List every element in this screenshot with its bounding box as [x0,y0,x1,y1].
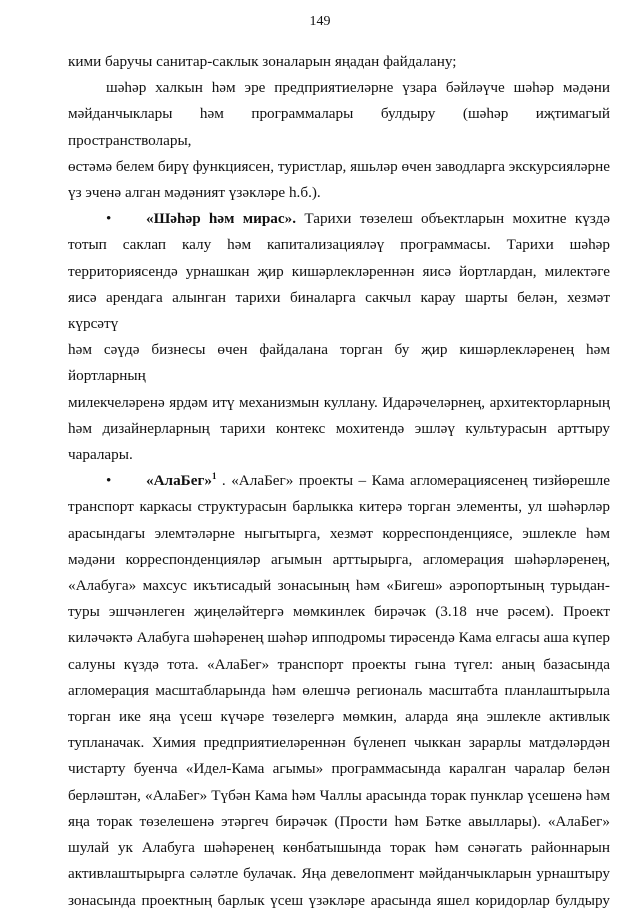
text-line: территориясендә урнашкан җир кишәрлекләреннән яисә йортлардан, милектәге [68,262,610,280]
text-line: һәм дизайнерларның тарихи контекс мохитендә эшләү культурасын арттыру [68,419,610,437]
bullet-label: «АлаБег» [146,472,212,490]
text-line: мәйданчыклары һәм программалары булдыру (шәһәр иҗтимагый пространстволары, [68,105,610,149]
text-line: яисә арендага алынган тарихи биналарга сакчыл карау шарты белән, хезмәт күрсәтү [68,288,610,333]
text-line: тупланачак. Химия предприятиеләреннән бүленеп чыккан зарарлы матдәләрдән [68,734,610,752]
paragraph [68,49,610,75]
bullet-line [68,206,610,232]
text-line: арасындагы элемтәләрне ныгытырга, хезмәт корреспонденциясе, эшлекле һәм [68,524,610,542]
text-line: милекчеләренә ярдәм итү механизмын куллану. Идарәчеләрнең, архитекторларның [68,393,610,411]
text-line: тотып саклап калу һәм капитализацияләү программасы. Тарихи шәһәр [68,236,610,254]
text-line: туры эшчәнлеген җиңеләйтергә мөмкинлек бирәчәк (3.18 нче рәсем). Проект [68,603,610,621]
bullet-icon: • [106,210,112,228]
text-line: шулай ук Алабуга шәһәренең көнбатышында торак һәм сәнәгать районнарын [68,839,610,857]
bullet-icon: • [106,472,112,490]
document-body [68,49,610,914]
paragraph [68,206,610,468]
text-line: һәм сәүдә бизнесы өчен файдалана торган бу җир кишәрлекләренең һәм йортларның [68,341,610,385]
text-line: кими баручы санитар-саклык зоналарын яңадан файдалану; [68,53,457,70]
text-line: агломерация масштабларында һәм өлешчә региональ масштабта планлаштырыла [68,681,610,699]
paragraph [68,75,610,206]
bullet-label: «Шәһәр һәм мирас». [146,210,297,228]
bullet-line-text: Тарихи төзелеш объектларын мохитне күздә [296,210,610,228]
text-line: салуны күздә тота. «АлаБег» транспорт проекты гына түгел: аның базасында [68,655,610,673]
text-line: өстәмә белем бирү функциясен, туристлар, яшьләр өчен заводларга экскурсияләрне [68,157,610,175]
text-line: берләштән, «АлаБег» Түбән Кама һәм Чаллы арасында торак пунклар үсешенә һәм [68,786,610,804]
text-line: чистарту буенча «Идел-Кама агымы» программасында каралган чаралар белән [68,760,610,778]
paragraph [68,468,610,913]
text-line: активлаштырырга сәләтле булачак. Яңа девелопмент мәйданчыкларын урнаштыру [68,865,610,883]
bullet-line-text: . «АлаБег» проекты – Кама агломерациясенең тизйөрешле [216,472,610,490]
page-number: 149 [309,14,331,29]
text-line: яңа торак төзелешенә этәргеч бирәчәк (Прости һәм Бәтке авыллары). «АлаБег» [68,812,610,830]
text-line: чаралары. [68,446,133,464]
footnote-mark: 1 [211,471,217,482]
text-line: мәдәни корреспонденцияләр агымын арттырырга, агломерация шәһәрләренең, [68,550,610,568]
text-line: торган ике яңа үсеш күчәре төзелергә мөмкин, аларда яңа эшлекле активлык [68,708,610,726]
bullet-line [68,468,610,494]
text-line: шәһәр халкын һәм эре предприятиеләрне үзара бәйләүче шәһәр мәдәни [106,79,610,97]
text-line: зонасында проектның барлык үсеш үзәкләре арасында яшел коридорлар булдыру [68,891,610,909]
text-line: транспорт каркасы структурасын барлыкка китерә торган элементы, ул шәһәрләр [68,498,610,516]
text-line: үз эченә алган мәдәният үзәкләре һ.б.). [68,184,321,202]
text-line: «Алабуга» махсус икътисадый зонасының һәм «Бигеш» аэропортының турыдан- [68,577,610,595]
text-line: киләчәктә Алабуга шәһәренең шәһәр ипподромы тирәсендә Кама елгасы аша күпер [68,629,610,647]
